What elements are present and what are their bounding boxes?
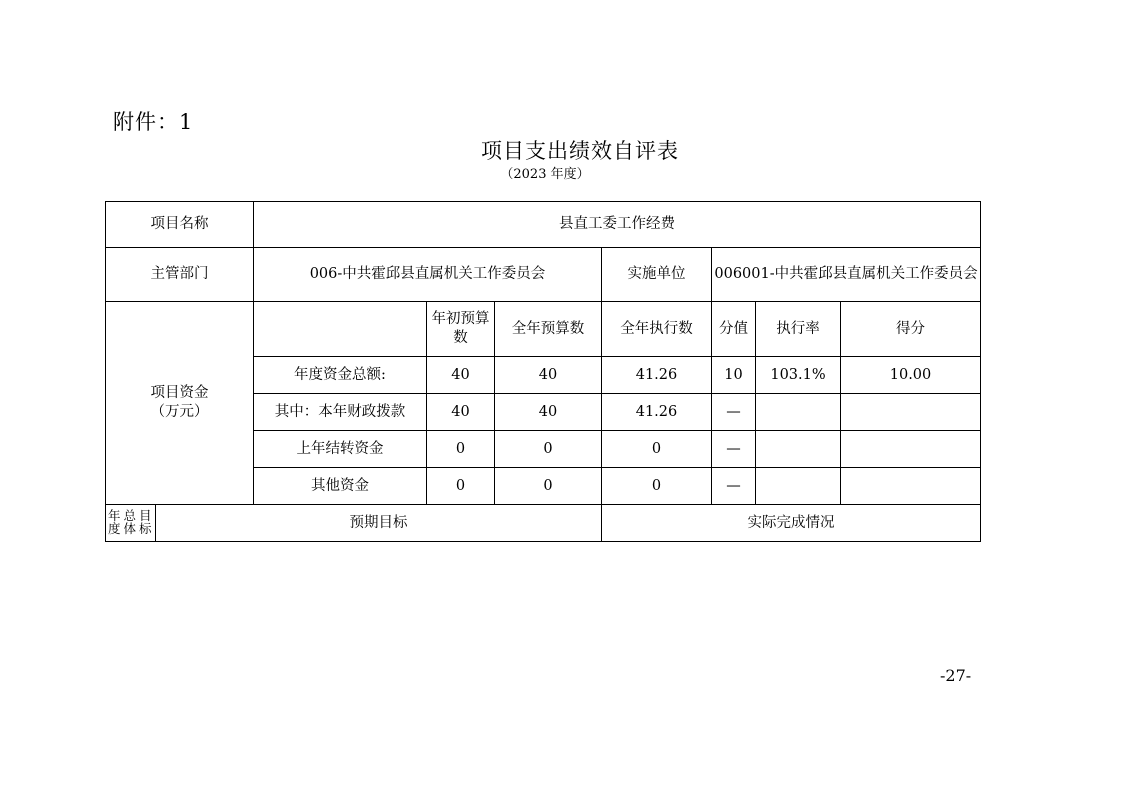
expected-goal-cell [106,505,602,542]
header-initial-budget: 年初预算数 [427,302,495,357]
header-score: 得分 [841,302,981,357]
page-title: 项目支出绩效自评表 [481,139,679,163]
cell-score: 10.00 [841,357,981,394]
cell-score [841,468,981,505]
cell-executed: 41.26 [602,357,712,394]
project-name-value: 县直工委工作经费 [254,202,981,248]
project-name-label: 项目名称 [106,202,254,248]
cell-executed: 0 [602,431,712,468]
cell-executed: 0 [602,468,712,505]
header-blank [254,302,427,357]
department-row [106,248,981,302]
annual-goal-label [106,505,156,541]
cell-score-value: 10 [712,357,756,394]
funds-label [106,302,254,505]
goal-row [106,505,981,542]
cell-initial: 0 [427,468,495,505]
cell-initial: 40 [427,394,495,431]
funds-label-line2: （万元） [150,404,209,420]
cell-score-value: — [712,394,756,431]
cell-annual: 40 [495,394,602,431]
actual-completion-label: 实际完成情况 [602,505,981,542]
cell-score [841,394,981,431]
row-label: 其他资金 [254,468,427,505]
funds-label-line1: 项目资金 [150,385,209,401]
cell-rate: 103.1% [756,357,841,394]
header-score-value: 分值 [712,302,756,357]
expected-goal-label: 预期目标 [349,514,408,531]
row-label: 上年结转资金 [254,431,427,468]
cell-annual: 40 [495,357,602,394]
cell-initial: 40 [427,357,495,394]
cell-score-value: — [712,431,756,468]
impl-label: 实施单位 [602,248,712,302]
cell-score-value: — [712,468,756,505]
cell-executed: 41.26 [602,394,712,431]
attachment-label: 附件：1 [113,110,194,134]
header-annual-budget: 全年预算数 [495,302,602,357]
dept-value: 006-中共霍邱县直属机关工作委员会 [254,248,602,302]
performance-table [105,201,981,542]
dept-label: 主管部门 [106,248,254,302]
header-execution-rate: 执行率 [756,302,841,357]
cell-annual: 0 [495,468,602,505]
cell-rate [756,431,841,468]
row-label: 年度资金总额: [254,357,427,394]
cell-score [841,431,981,468]
cell-annual: 0 [495,431,602,468]
cell-rate [756,468,841,505]
annual-goal-label-line2: 度体标 [108,521,155,536]
cell-rate [756,394,841,431]
annual-goal-label-line1: 年总目 [108,508,155,523]
header-annual-execution: 全年执行数 [602,302,712,357]
project-name-row [106,202,981,248]
row-label: 其中：本年财政拨款 [254,394,427,431]
year-subtitle: （2023 年度） [500,167,590,182]
cell-initial: 0 [427,431,495,468]
funds-header-row [106,302,981,357]
page-number: -27- [940,666,972,685]
impl-value: 006001-中共霍邱县直属机关工作委员会 [712,248,981,302]
